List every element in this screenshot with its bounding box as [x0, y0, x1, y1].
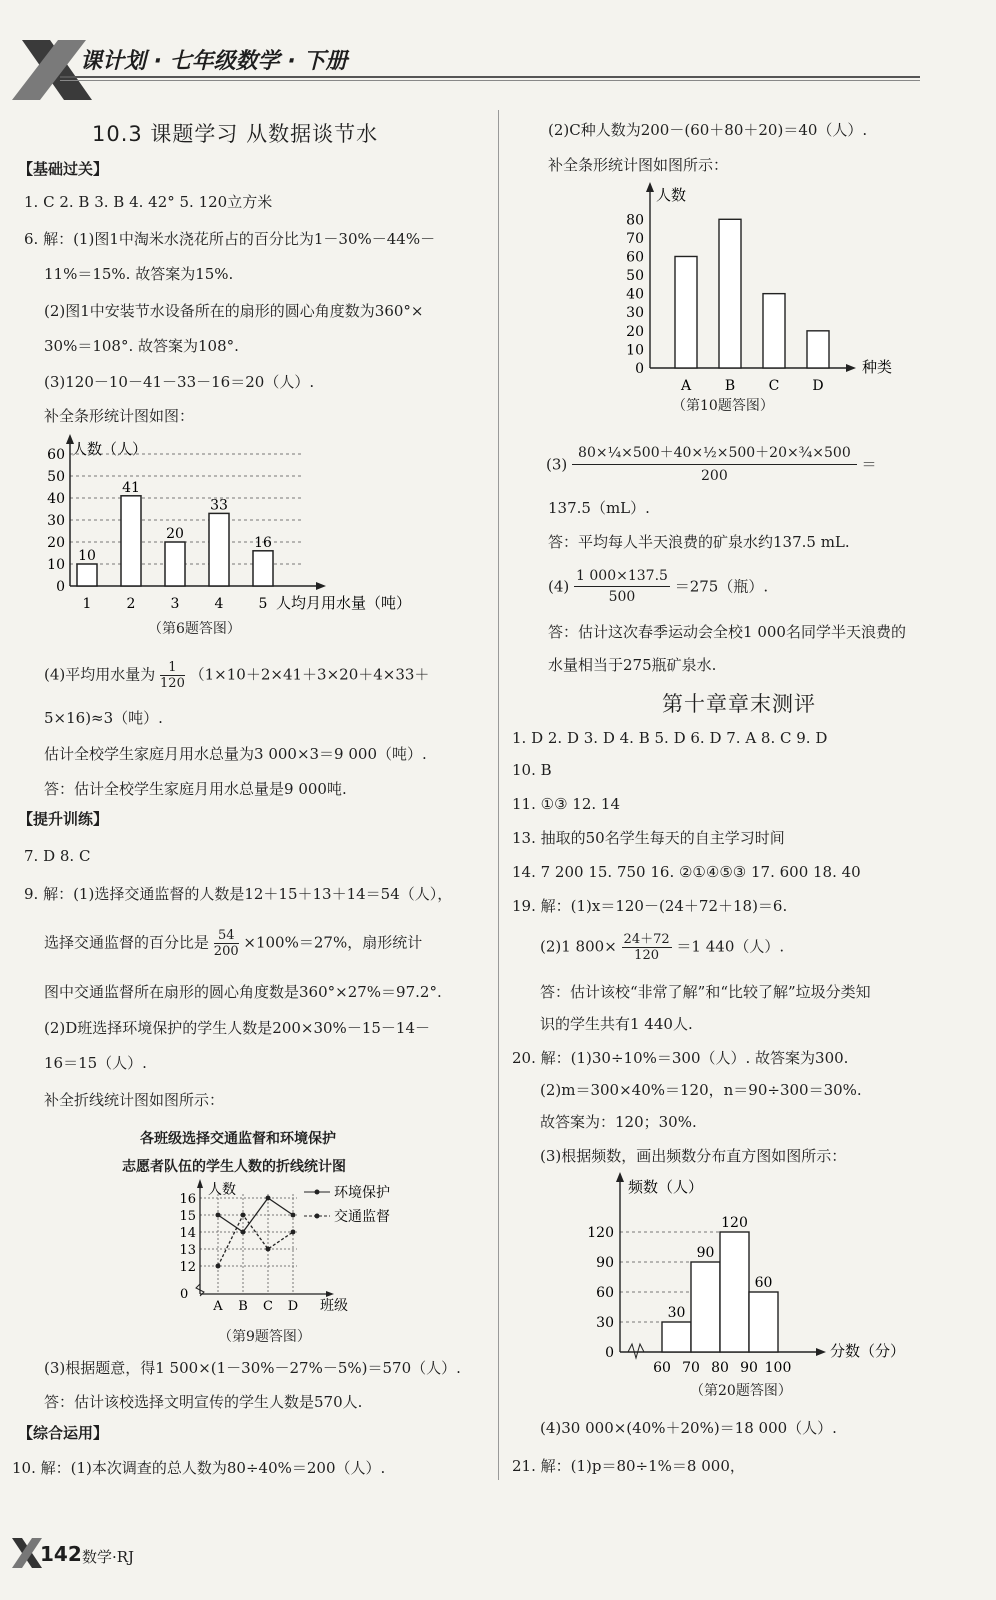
- fraction: [574, 566, 670, 607]
- histogram-bar: [720, 1232, 749, 1352]
- histogram-q20: [580, 1170, 920, 1380]
- bar: [675, 256, 697, 368]
- text-line-mixed: [548, 566, 768, 607]
- series-point: [266, 1247, 271, 1252]
- fraction: [622, 932, 672, 963]
- text-line: (2)m＝300×40%＝120，n＝90÷300＝30%.: [540, 1081, 862, 1099]
- y-tick-label: 80: [626, 212, 644, 229]
- text-line: 水量相当于275瓶矿泉水.: [548, 656, 717, 674]
- text-seg: ＝275（瓶）.: [674, 577, 769, 596]
- y-tick-label: 20: [47, 535, 65, 551]
- y-tick-label: 60: [626, 249, 644, 266]
- text-line: 11%＝15%. 故答案为15%.: [44, 265, 234, 283]
- text-line: 10. B: [512, 761, 552, 779]
- bar-chart-q10: [600, 178, 920, 393]
- header-rule-thin: [60, 80, 920, 81]
- y-tick-label: 50: [626, 268, 644, 285]
- x-axis-arrow: [316, 582, 326, 590]
- x-tick-label: 70: [682, 1360, 700, 1376]
- series-point: [241, 1213, 246, 1218]
- histogram-bar: [662, 1322, 691, 1352]
- page-number: 142: [40, 1542, 82, 1566]
- text-seg: 选择交通监督的百分比是: [44, 933, 210, 952]
- x-axis-arrow: [846, 364, 856, 372]
- x-tick-label: 90: [740, 1360, 758, 1376]
- header-title: 课计划 · 七年级数学 · 下册: [80, 49, 348, 74]
- series-point: [241, 1230, 246, 1235]
- text-line-mixed: [546, 442, 877, 487]
- y-tick-label: 60: [47, 447, 65, 463]
- x-axis-label: 种类: [862, 358, 893, 376]
- text-line: (3)120－10－41－33－16＝20（人）.: [44, 373, 315, 391]
- text-line: 1. D 2. D 3. D 4. B 5. D 6. D 7. A 8. C 9. D: [512, 729, 828, 747]
- chart-caption: （第20题答图）: [690, 1383, 792, 1399]
- line-chart-title: 各班级选择交通监督和环境保护: [140, 1131, 336, 1147]
- fraction-den: 200: [701, 468, 728, 484]
- x-tick-label: D: [812, 378, 824, 393]
- chapter-title: 第十章章末测评: [662, 692, 816, 716]
- text-line: 补全折线统计图如图所示：: [44, 1091, 225, 1109]
- series-point: [291, 1213, 296, 1218]
- y-tick-label: 14: [179, 1226, 196, 1241]
- text-line: 1. C 2. B 3. B 4. 42° 5. 120立方米: [24, 193, 273, 211]
- bar-value-label: 33: [210, 497, 228, 514]
- bar-value-label: 90: [696, 1245, 715, 1261]
- text-seg: （1×10＋2×41＋3×20＋4×33＋: [189, 665, 430, 684]
- fraction-den: 500: [608, 589, 636, 605]
- text-line: (4)30 000×(40%＋20%)＝18 000（人）.: [540, 1419, 837, 1437]
- text-line: 故答案为：120；30%.: [540, 1113, 697, 1131]
- chart-caption: （第6题答图）: [148, 621, 241, 637]
- text-line: 20. 解：(1)30÷10%＝300（人）. 故答案为300.: [512, 1049, 849, 1067]
- bar: [763, 294, 785, 368]
- x-axis-label: 分数（分）: [830, 1342, 906, 1360]
- section-advance: 【提升训练】: [18, 810, 109, 828]
- text-seg: ＝1 440（人）.: [676, 937, 785, 956]
- text-line: (2)图1中安装节水设备所在的扇形的圆心角度数为360°×: [44, 302, 424, 320]
- text-line: 6. 解：(1)图1中淘米水浇花所占的百分比为1－30%－44%－: [24, 230, 436, 248]
- x-tick-label: 80: [711, 1360, 729, 1376]
- y-tick-label: 50: [47, 469, 65, 485]
- legend-marker: [315, 1214, 320, 1219]
- bar-chart-q6: [30, 430, 450, 645]
- fraction-num: 80×¼×500＋40×½×500＋20×¾×500: [572, 442, 857, 465]
- fraction: [214, 928, 239, 959]
- bar: [719, 219, 741, 368]
- text-seg: (3): [546, 455, 568, 474]
- text-line: 估计全校学生家庭月用水总量为3 000×3＝9 000（吨）.: [44, 745, 427, 763]
- x-axis-label: 班级: [320, 1298, 348, 1314]
- bar-value-label: 16: [254, 534, 272, 551]
- text-line: 10. 解：(1)本次调查的总人数为80÷40%＝200（人）.: [12, 1459, 386, 1477]
- text-line: 13. 抽取的50名学生每天的自主学习时间: [512, 829, 785, 847]
- footer-x-icon: [10, 1536, 44, 1570]
- fraction-den: 200: [213, 944, 239, 959]
- column-divider: [498, 110, 499, 1480]
- section-basic: 【基础过关】: [18, 160, 109, 178]
- footer-subject: 数学·RJ: [82, 1548, 135, 1566]
- text-line: (3)根据题意，得1 500×(1－30%－27%－5%)＝570（人）.: [44, 1359, 461, 1377]
- text-line: 图中交通监督所在扇形的圆心角度数是360°×27%＝97.2°.: [44, 983, 442, 1001]
- y-tick-label: 0: [605, 1345, 614, 1361]
- text-line: 补全条形统计图如图所示：: [548, 156, 729, 174]
- x-tick-label: C: [263, 1299, 273, 1314]
- line-chart-subtitle: 志愿者队伍的学生人数的折线统计图: [122, 1159, 346, 1175]
- text-line-mixed: [44, 660, 429, 691]
- text-seg: (2)1 800×: [540, 937, 617, 956]
- y-axis-arrow: [646, 182, 654, 192]
- chart-caption: （第10题答图）: [672, 398, 774, 414]
- y-tick-label: 30: [596, 1315, 614, 1331]
- text-seg: ＝: [861, 455, 877, 474]
- bar: [253, 551, 273, 586]
- y-tick-label: 60: [596, 1285, 614, 1301]
- text-line: (2)D班选择环境保护的学生人数是200×30%－15－14－: [44, 1019, 430, 1037]
- text-line: 30%＝108°. 故答案为108°.: [44, 337, 239, 355]
- text-line: 答：估计该校“非常了解”和“比较了解”垃圾分类知: [540, 983, 871, 1001]
- chart-caption: （第9题答图）: [218, 1329, 311, 1345]
- y-axis-label: 人数: [208, 1182, 236, 1198]
- bar-value-label: 20: [166, 526, 184, 542]
- text-line: 11. ①③ 12. 14: [512, 795, 620, 813]
- histogram-bar: [749, 1292, 778, 1352]
- text-line: 5×16)≈3（吨）.: [44, 709, 163, 727]
- x-tick-label: C: [768, 378, 780, 393]
- text-line-mixed: [44, 928, 422, 959]
- bar: [121, 496, 141, 586]
- y-tick-label: 15: [179, 1209, 196, 1224]
- y-axis-arrow: [197, 1179, 203, 1188]
- histogram-bar: [691, 1262, 720, 1352]
- x-axis-label: 人均月用水量（吨）: [276, 594, 412, 612]
- series-point: [266, 1196, 271, 1201]
- fraction: [572, 442, 857, 487]
- text-line: 9. 解：(1)选择交通监督的人数是12＋15＋13＋14＝54（人），: [24, 885, 453, 903]
- fraction-num: 1: [160, 660, 185, 676]
- fraction-num: 1 000×137.5: [574, 566, 670, 587]
- x-tick-label: 5: [258, 596, 268, 612]
- y-tick-label: 12: [179, 1260, 196, 1275]
- text-line: (2)C种人数为200－(60＋80＋20)＝40（人）.: [548, 121, 868, 139]
- section-apply: 【综合运用】: [18, 1424, 109, 1442]
- y-tick-label: 90: [596, 1255, 614, 1271]
- x-tick-label: A: [680, 378, 692, 393]
- y-tick-label: 10: [47, 557, 65, 573]
- text-seg: (4)平均用水量为: [44, 665, 156, 684]
- x-tick-label: D: [287, 1299, 299, 1314]
- series-point: [216, 1213, 221, 1218]
- axis-break: [628, 1344, 644, 1358]
- text-line-mixed: [540, 932, 784, 963]
- legend-label: 环境保护: [334, 1185, 390, 1201]
- y-tick-label: 13: [179, 1243, 196, 1258]
- legend-marker: [315, 1190, 320, 1195]
- page-header: [0, 0, 996, 100]
- y-tick-label: 30: [626, 305, 644, 322]
- bar-value-label: 60: [754, 1275, 773, 1291]
- text-seg: (4): [548, 577, 570, 596]
- y-tick-label: 10: [626, 342, 644, 359]
- text-line: 137.5（mL）.: [548, 499, 650, 517]
- text-line: 答：估计这次春季运动会全校1 000名同学半天浪费的: [548, 623, 906, 641]
- x-tick-label: 4: [214, 596, 224, 612]
- x-axis-arrow: [816, 1348, 826, 1356]
- y-tick-label: 40: [626, 286, 644, 303]
- text-line: 19. 解：(1)x＝120－(24＋72＋18)＝6.: [512, 897, 788, 915]
- text-line: 16＝15（人）.: [44, 1054, 147, 1072]
- x-tick-label: 3: [170, 596, 180, 612]
- y-axis-label: 人数（人）: [72, 440, 148, 458]
- y-axis-arrow: [616, 1172, 624, 1182]
- y-tick-label: 120: [587, 1225, 614, 1241]
- series-point: [216, 1264, 221, 1269]
- y-tick-label: 20: [626, 323, 644, 340]
- series-point: [291, 1230, 296, 1235]
- text-line: 识的学生共有1 440人.: [540, 1015, 693, 1033]
- y-tick-label: 16: [179, 1192, 196, 1207]
- text-line: 答：估计全校学生家庭月用水总量是9 000吨.: [44, 780, 347, 798]
- x-tick-label: 1: [82, 596, 92, 612]
- x-tick-label: 60: [653, 1360, 671, 1376]
- y-axis-label: 频数（人）: [628, 1178, 704, 1196]
- y-tick-label: 70: [626, 230, 644, 247]
- text-line: 答：平均每人半天浪费的矿泉水约137.5 mL.: [548, 533, 850, 551]
- bar: [77, 564, 97, 586]
- text-line: 14. 7 200 15. 750 16. ②①④⑤③ 17. 600 18. 40: [512, 863, 861, 881]
- origin-label: 0: [180, 1287, 189, 1302]
- bar: [209, 513, 229, 586]
- fraction-num: 54: [214, 928, 239, 944]
- text-line: 答：估计该校选择文明宣传的学生人数是570人.: [44, 1393, 363, 1411]
- bar-value-label: 10: [78, 548, 96, 564]
- fraction-den: 120: [634, 948, 659, 963]
- x-tick-label: B: [238, 1299, 248, 1314]
- text-line: 21. 解：(1)p＝80÷1%＝8 000，: [512, 1457, 745, 1475]
- section-title: 10.3 课题学习 从数据谈节水: [92, 122, 379, 146]
- x-tick-label: 100: [764, 1360, 792, 1376]
- bar-value-label: 30: [667, 1305, 686, 1321]
- x-tick-label: A: [213, 1299, 223, 1314]
- fraction: [160, 660, 185, 691]
- y-tick-label: 0: [56, 579, 65, 595]
- y-tick-label: 30: [47, 513, 65, 529]
- fraction-den: 120: [160, 676, 185, 691]
- y-axis-label: 人数: [656, 186, 687, 204]
- legend-label: 交通监督: [334, 1209, 390, 1225]
- line-chart-q9: [160, 1176, 420, 1326]
- bar-value-label: 41: [122, 479, 140, 496]
- x-axis-arrow: [326, 1291, 334, 1297]
- header-rule: [60, 76, 920, 78]
- y-tick-label: 40: [47, 491, 65, 507]
- x-tick-label: B: [724, 378, 736, 393]
- text-line: 补全条形统计图如图：: [44, 407, 195, 425]
- text-line: (3)根据频数，画出频数分布直方图如图所示：: [540, 1147, 847, 1165]
- text-seg: ×100%＝27%，扇形统计: [243, 933, 423, 952]
- y-tick-label: 0: [635, 361, 644, 377]
- bar: [165, 542, 185, 586]
- bar: [807, 331, 829, 368]
- text-line: 7. D 8. C: [24, 847, 91, 865]
- x-tick-label: 2: [126, 596, 136, 612]
- fraction-num: 24＋72: [623, 932, 670, 947]
- bar-value-label: 120: [721, 1215, 748, 1231]
